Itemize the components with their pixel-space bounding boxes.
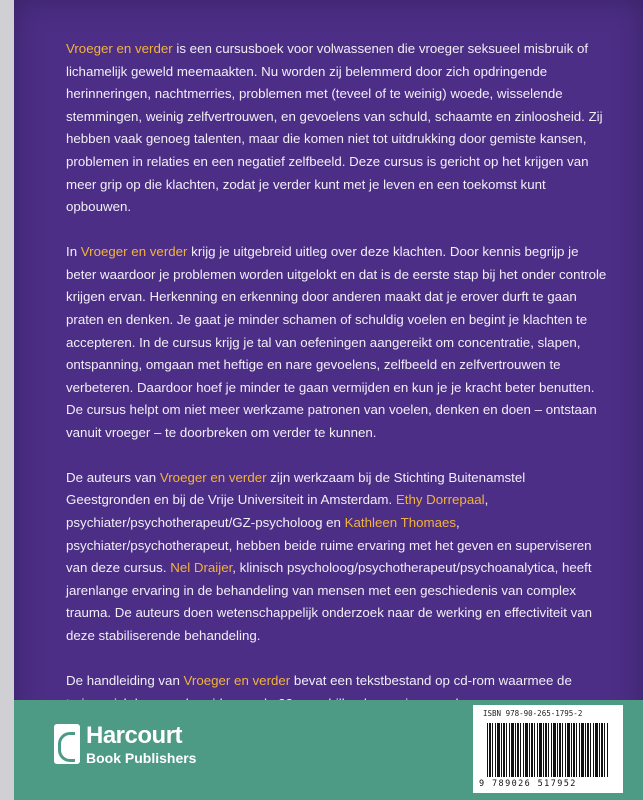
paragraph-authors: De auteurs van Vroeger en verder zijn werkzaam bij de Stichting Buitenamstel Geestgronden en bij de Vrije Universiteit in Amsterdam. Ethy Dorrepaal, psychiater/psychotherapeut/GZ-psycholoog en Kathleen Thomaes, psychiater/psychotherapeut, hebben beide ruime ervaring met het geven en superviseren van deze cursus. Nel Draijer, klinisch psycholoog/psychotherapeut/psychoanalytica, heeft jarenlange ervaring in de behandeling van mensen met een geschiedenis van complex trauma. De auteurs doen wetenschappelijk onderzoek naar de werking en effectiviteit van deze stabiliserende behandeling.: [66, 469, 593, 644]
author-name: Ethy Dorrepaal: [395, 492, 485, 508]
book-title-highlight: Vroeger en verder: [80, 244, 188, 260]
publisher-name: Harcourt: [86, 722, 183, 749]
publisher-logo: [54, 724, 224, 772]
barcode-icon: [487, 723, 609, 777]
book-title-highlight: Vroeger en verder: [183, 673, 291, 689]
barcode-label: [473, 705, 623, 793]
book-title-highlight: Vroeger en verder: [159, 469, 267, 485]
author-name: Nel Draijer: [170, 560, 233, 576]
publisher-logo-icon: [54, 724, 80, 764]
barcode-digits: 9 789026 517952: [479, 779, 577, 789]
isbn-text: ISBN 978-90-265-1795-2: [483, 709, 583, 718]
book-title-highlight: Vroeger en verder: [66, 41, 173, 56]
blurb-text: [66, 38, 611, 738]
paragraph-intro: Vroeger en verder is een cursusboek voor volwassenen die vroeger seksueel misbruik of lichamelijk geweld meemaakten. Nu worden zij belemmerd door zich opdringende herinneringen, nachtmerries, problemen met (teveel of te weinig) woede, wisselende stemmingen, weinig zelfvertrouwen, en gevoelens van schuld, schaamte en zinloosheid. Zij hebben vaak genoeg talenten, maar die komen niet tot uitdrukking door gemiste kansen, problemen in relaties en een negatief zelfbeeld. Deze cursus is gericht op het krijgen van meer grip op die klachten, zodat je verder kunt met je leven en een toekomst kunt opbouwen.: [66, 41, 603, 215]
paragraph-content: In Vroeger en verder krijg je uitgebreid uitleg over deze klachten. Door kennis begrijp je beter waardoor je problemen worden uitgelokt en dat is de eerste stap bij het onder controle krijgen ervan. Herkenning en erkenning door anderen maakt dat je erover durft te gaan praten en denken. Je gaat je minder schamen of schuldig voelen en begint je klachten te accepteren. In de cursus krijg je tal van oefeningen aangereikt om concentratie, slapen, ontspanning, omgaan met heftige en nare gevoelens, zelfbeeld en zelfvertrouwen te verbeteren. Daardoor hoef je minder te gaan vermijden en kun je je kracht beter benutten. De cursus helpt om niet meer werkzame patronen van voelen, denken en doen – ontstaan vanuit vroeger – te doorbreken om verder te kunnen.: [66, 244, 607, 440]
paragraph-manual: De handleiding van Vroeger en verder bevat een tekstbestand op cd-rom waarmee de: [66, 673, 572, 689]
publisher-subtitle: Book Publishers: [86, 750, 197, 766]
author-name: Kathleen Thomaes: [344, 515, 457, 531]
